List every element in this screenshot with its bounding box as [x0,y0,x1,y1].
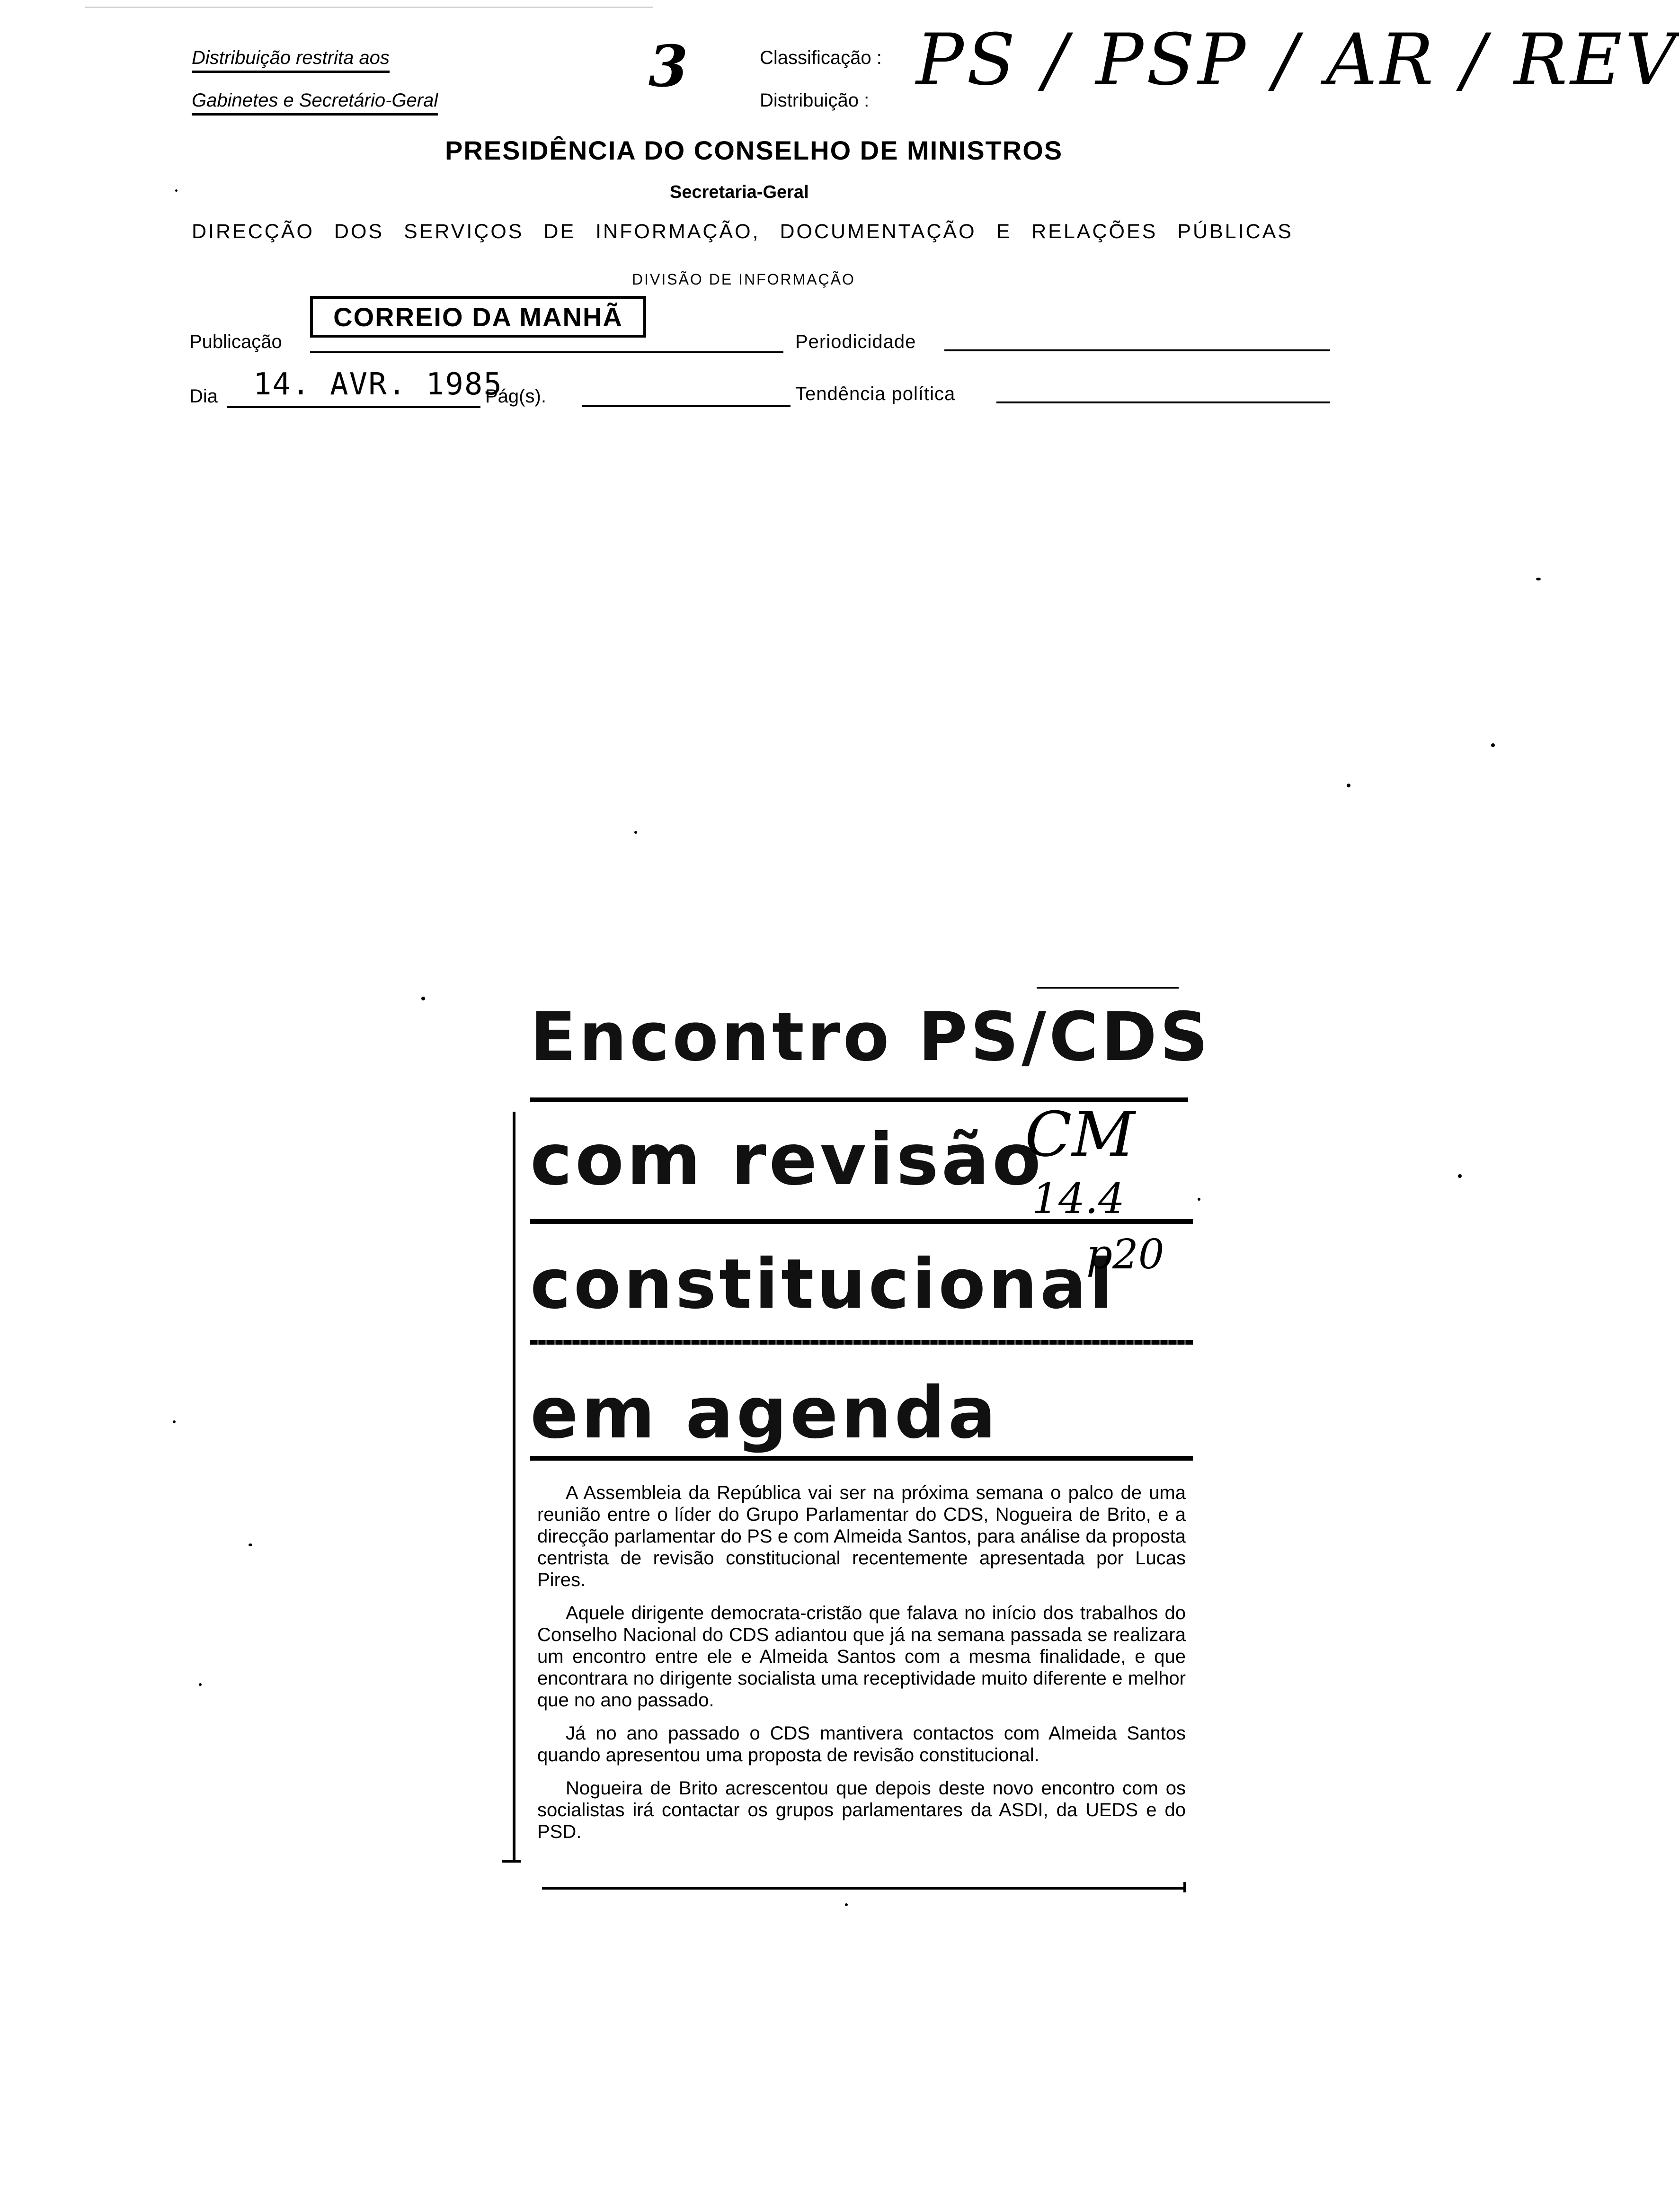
headline-line-1: Encontro PS/CDS [530,998,1211,1076]
scan-speck [1536,578,1541,580]
scan-speck [199,1683,202,1686]
secretariat-title: Secretaria-Geral [670,182,809,202]
scan-speck [634,831,637,834]
headline-line-4: em agenda [530,1372,999,1454]
scan-speck [1347,784,1350,787]
clipping-bottom-rule [542,1887,1186,1890]
directorate-title: DIRECÇÃO DOS SERVIÇOS DE INFORMAÇÃO, DOCUMENTAÇÃO E RELAÇÕES PÚBLICAS [192,220,1293,243]
day-field-line [227,406,480,408]
handwritten-note-page: p20 [1086,1231,1164,1278]
scan-speck [175,189,178,192]
headline-line-2: com revisão [530,1119,1044,1201]
political-tendency-field-line [996,401,1330,403]
day-label: Dia [189,386,218,407]
article-paragraph: Nogueira de Brito acrescentou que depois deste novo encontro com os socialistas irá contactar os grupos parlamentares da ASDI, da UEDS e do PSD. [537,1778,1186,1842]
scan-speck [173,1420,176,1423]
publication-field-line [310,351,783,353]
periodicity-label: Periodicidade [795,331,916,352]
article-paragraph: A Assembleia da República vai ser na próxima semana o palco de uma reunião entre o líder do Grupo Parlamentar do CDS, Nogueira de Brito, e a direcção parlamentar do PS e com Almeida Santos, para análise da proposta centrista de revisão constitucional recentemente apresentada por Lucas Pires. [537,1482,1186,1590]
clipping-top-edge [1037,987,1179,989]
headline-line-3: constitucional [530,1244,1116,1324]
publication-stamp: CORREIO DA MANHÃ [310,296,646,338]
distribution-note-line2: Gabinetes e Secretário-Geral [192,90,438,116]
clipping-left-bracket [513,1112,515,1860]
institution-title: PRESIDÊNCIA DO CONSELHO DE MINISTROS [445,135,1063,165]
periodicity-field-line [944,349,1330,351]
handwritten-note-source: CM [1025,1098,1135,1170]
classification-label: Classificação : [760,47,882,68]
page-number-mark: 3 [649,33,688,100]
distribution-note-line1: Distribuição restrita aos [192,47,390,73]
pages-field-line [582,405,791,407]
clipping-bottom-tick [1183,1882,1186,1892]
article-paragraph: Já no ano passado o CDS mantivera contactos com Almeida Santos quando apresentou uma proposta de revisão constitucional. [537,1723,1186,1766]
scan-speck [1198,1198,1200,1201]
headline-rule-3 [530,1340,1193,1345]
scan-speck [1458,1174,1462,1178]
article-paragraph: Aquele dirigente democrata-cristão que falava no início dos trabalhos do Conselho Nacional do CDS adiantou que já na semana passada se realizara um encontro entre ele e Almeida Santos com a mesma finalidade, e que encontrara no dirigente socialista uma receptividade muito diferente e melhor que no ano passado. [537,1603,1186,1711]
division-title: DIVISÃO DE INFORMAÇÃO [632,271,855,288]
political-tendency-label: Tendência política [795,384,956,404]
scan-speck [249,1543,252,1546]
scan-speck [1491,743,1495,747]
scan-speck [421,997,425,1000]
scan-speck [845,1903,848,1906]
headline-rule-4 [530,1456,1193,1461]
article-body [537,1482,1186,1854]
scan-edge-line [85,7,653,8]
date-stamp: 14. AVR. 1985 [253,367,503,402]
handwritten-classification-code: PS / PSP / AR / REV [916,19,1679,101]
publication-label: Publicação [189,331,282,352]
distribution-label: Distribuição : [760,90,870,111]
pages-label: Pág(s). [485,386,546,407]
handwritten-note-date: 14.4 [1032,1174,1125,1223]
clipping-bracket-foot [502,1860,521,1863]
